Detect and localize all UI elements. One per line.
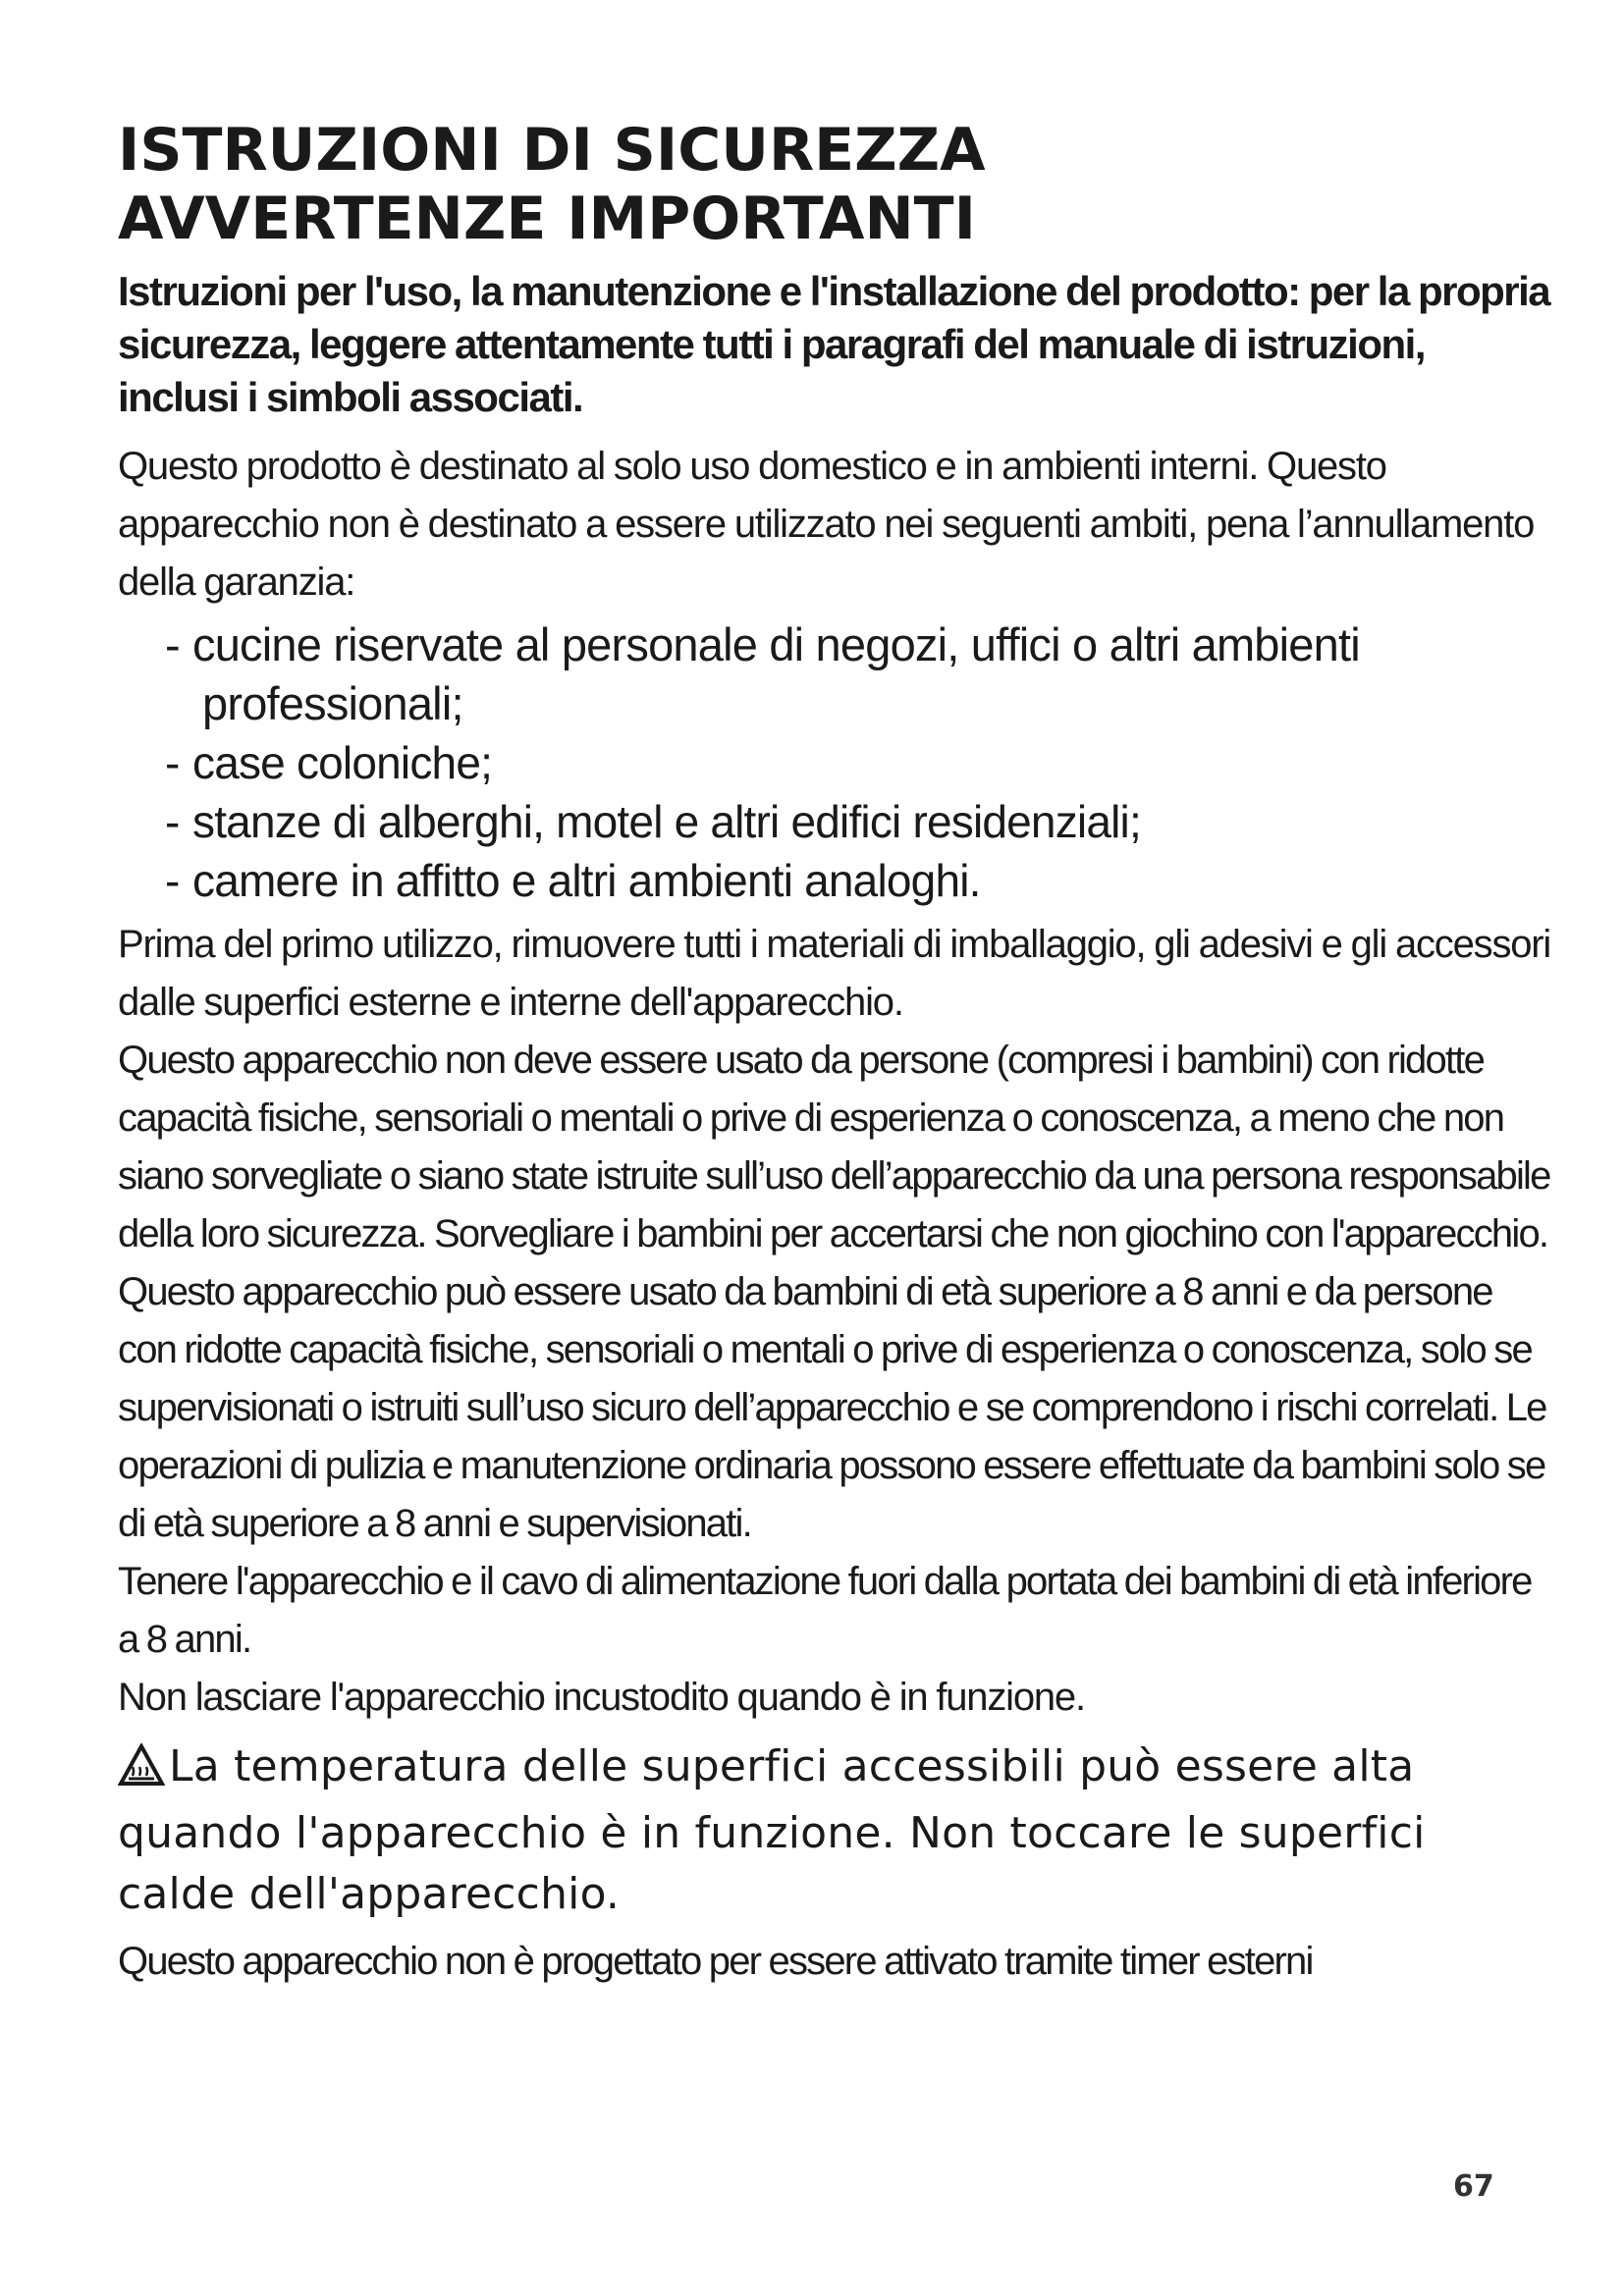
hot-surface-warning-icon xyxy=(118,1742,165,1803)
page-title xyxy=(118,116,1551,253)
title-line-2: AVVERTENZE IMPORTANTI xyxy=(118,185,976,253)
list-item: - camere in affitto e altri ambienti analoghi. xyxy=(165,855,981,906)
document-page xyxy=(118,116,1551,1991)
hot-surface-warning xyxy=(118,1736,1551,1925)
paragraph-keep-away: Tenere l'apparecchio e il cavo di alimentazione fuori dalla portata dei bambini di età inferiore a 8 anni. xyxy=(118,1560,1532,1661)
list-item: - case coloniche; xyxy=(165,737,493,788)
paragraph-external-timer: Questo apparecchio non è progettato per essere attivato tramite timer esterni xyxy=(118,1940,1313,1983)
paragraph-reduced-capacity: Questo apparecchio non deve essere usato da persone (compresi i bambini) con ridotte capacità fisiche, sensoriali o mentali o prive di esperienza o conoscenza, a meno che non siano sorvegliate o siano state istruite sull’uso dell’apparecchio da una persona responsabile della loro sicurezza. Sorvegliare i bambini per accertarsi che non giochino con l'apparecchio. xyxy=(118,1039,1550,1255)
paragraph-domestic-use: Questo prodotto è destinato al solo uso domestico e in ambienti interni. Questo apparecchio non è destinato a essere utilizzato nei seguenti ambiti, pena l’annullamento della garanzia: xyxy=(118,445,1535,604)
paragraph-first-use: Prima del primo utilizzo, rimuovere tutti i materiali di imballaggio, gli adesivi e gli accessori dalle superfici esterne e interne dell'apparecchio. xyxy=(118,923,1551,1024)
paragraph-children-8-years: Questo apparecchio può essere usato da bambini di età superiore a 8 anni e da persone con ridotte capacità fisiche, sensoriali o mentali o prive di esperienza o conoscenza, solo se supervisionati o istruiti sull’uso sicuro dell’apparecchio e se comprendono i rischi correlati. Le operazioni di pulizia e manutenzione ordinaria possono essere effettuate da bambini solo se di età superiore a 8 anni e supervisionati. xyxy=(118,1270,1546,1545)
title-line-1: ISTRUZIONI DI SICUREZZA xyxy=(118,116,986,185)
paragraph-unattended: Non lasciare l'apparecchio incustodito quando è in funzione. xyxy=(118,1676,1085,1719)
list-item: - stanze di alberghi, motel e altri edifici residenziali; xyxy=(165,796,1141,847)
list-item: - cucine riservate al personale di negozi, uffici o altri ambienti professionali; xyxy=(165,618,1360,729)
warning-text: La temperatura delle superfici accessibili può essere alta quando l'apparecchio è in funzione. Non toccare le superfici calde dell'apparecchio. xyxy=(118,1741,1426,1919)
excluded-uses-list xyxy=(118,615,1551,910)
intro-paragraph: Istruzioni per l'uso, la manutenzione e l'installazione del prodotto: per la propria sicurezza, leggere attentamente tutti i paragrafi del manuale di istruzioni, inclusi i simboli associati. xyxy=(118,268,1550,420)
page-number: 67 xyxy=(1453,2169,1494,2204)
